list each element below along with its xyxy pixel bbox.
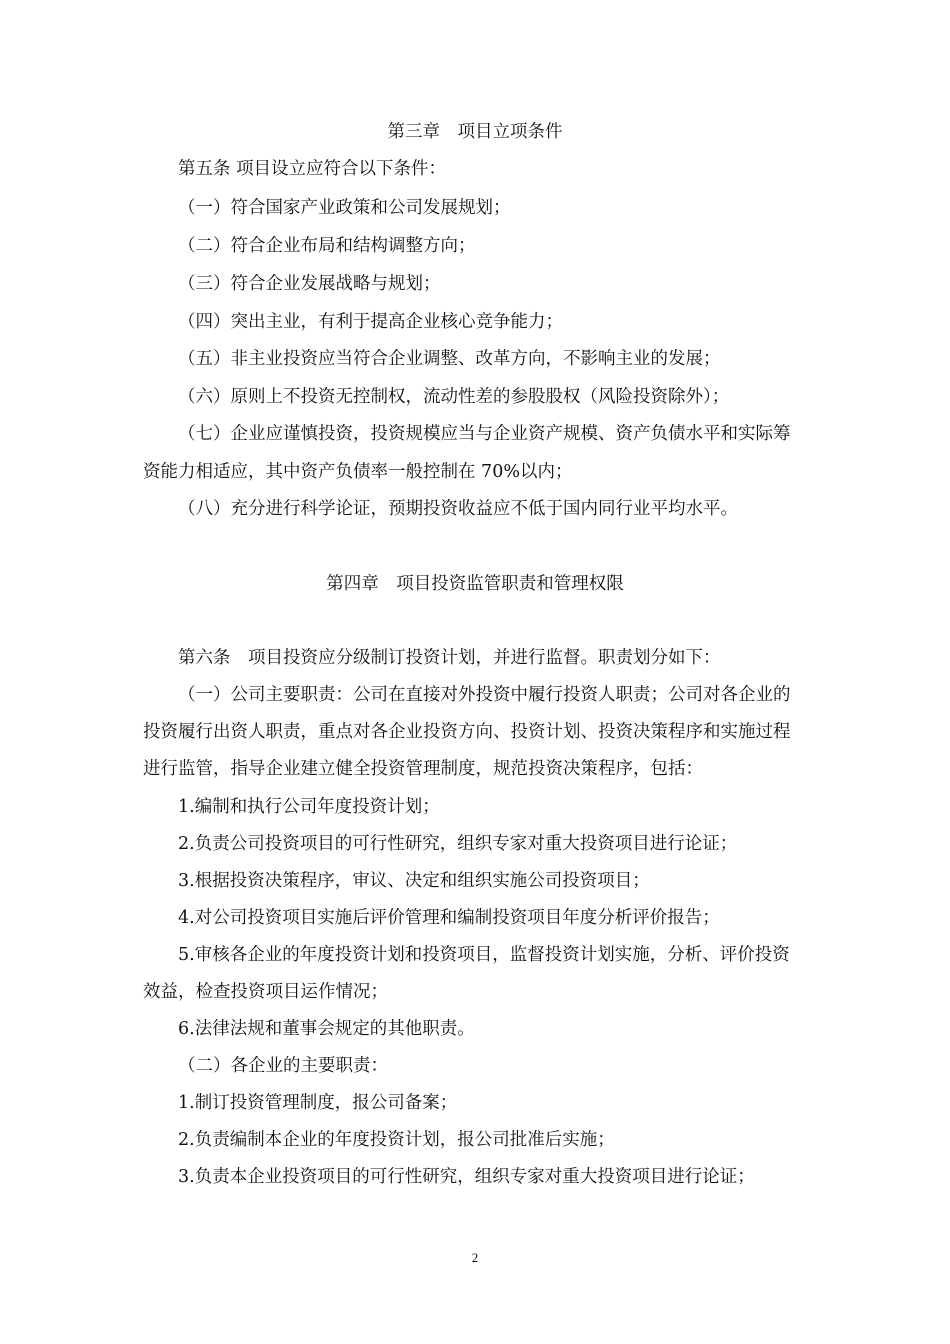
company-duty-item: 6.法律法规和董事会规定的其他职责。 bbox=[178, 1019, 475, 1039]
article-6-heading: 第六条 项目投资应分级制订投资计划，并进行监督。职责划分如下： bbox=[178, 648, 721, 668]
article-5-heading: 第五条 项目设立应符合以下条件： bbox=[178, 159, 447, 179]
company-duty-item: 2.负责公司投资项目的可行性研究，组织专家对重大投资项目进行论证； bbox=[178, 834, 738, 854]
chapter-3-title: 第三章 项目立项条件 bbox=[387, 122, 563, 142]
company-duties-paragraph: 投资履行出资人职责，重点对各企业投资方向、投资计划、投资决策程序和实施过程 bbox=[143, 722, 791, 742]
condition-item: （二）符合企业布局和结构调整方向； bbox=[178, 236, 476, 256]
company-duty-item: 1.编制和执行公司年度投资计划； bbox=[178, 797, 440, 817]
condition-item-continuation: 资能力相适应，其中资产负债率一般控制在 70%以内； bbox=[143, 462, 573, 482]
chapter-4-title: 第四章 项目投资监管职责和管理权限 bbox=[326, 574, 624, 594]
condition-item: （七）企业应谨慎投资，投资规模应当与企业资产规模、资产负债水平和实际筹 bbox=[178, 424, 791, 444]
condition-item: （五）非主业投资应当符合企业调整、改革方向，不影响主业的发展； bbox=[178, 349, 721, 369]
condition-item: （一）符合国家产业政策和公司发展规划； bbox=[178, 198, 511, 218]
enterprise-duty-item: 2.负责编制本企业的年度投资计划，报公司批准后实施； bbox=[178, 1130, 615, 1150]
condition-item: （六）原则上不投资无控制权，流动性差的参股股权（风险投资除外）； bbox=[178, 387, 730, 407]
enterprise-duty-item: 3.负责本企业投资项目的可行性研究，组织专家对重大投资项目进行论证； bbox=[178, 1167, 755, 1187]
condition-item: （四）突出主业，有利于提高企业核心竞争能力； bbox=[178, 312, 563, 332]
company-duties-paragraph: （一）公司主要职责：公司在直接对外投资中履行投资人职责；公司对各企业的 bbox=[178, 685, 791, 705]
company-duty-item-continuation: 效益，检查投资项目运作情况； bbox=[143, 982, 388, 1002]
condition-item: （三）符合企业发展战略与规划； bbox=[178, 274, 441, 294]
company-duty-item: 5.审核各企业的年度投资计划和投资项目，监督投资计划实施，分析、评价投资 bbox=[178, 945, 790, 965]
enterprise-duty-item: 1.制订投资管理制度，报公司备案； bbox=[178, 1093, 458, 1113]
enterprise-duties-title: （二）各企业的主要职责： bbox=[178, 1056, 388, 1076]
condition-item: （八）充分进行科学论证，预期投资收益应不低于国内同行业平均水平。 bbox=[178, 499, 738, 519]
company-duties-paragraph: 进行监管，指导企业建立健全投资管理制度，规范投资决策程序，包括： bbox=[143, 759, 703, 779]
page-number: 2 bbox=[471, 1250, 479, 1265]
company-duty-item: 4.对公司投资项目实施后评价管理和编制投资项目年度分析评价报告； bbox=[178, 908, 720, 928]
company-duty-item: 3.根据投资决策程序，审议、决定和组织实施公司投资项目； bbox=[178, 871, 650, 891]
